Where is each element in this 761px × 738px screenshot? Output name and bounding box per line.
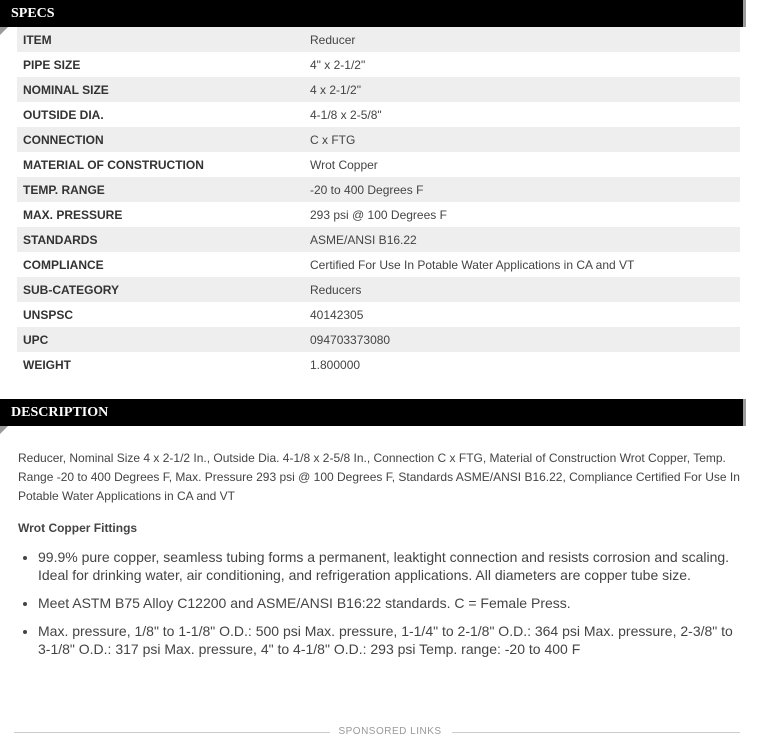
specs-section-header	[0, 0, 743, 27]
spec-value: 094703373080	[310, 327, 740, 352]
spec-value: 293 psi @ 100 Degrees F	[310, 207, 447, 222]
specs-table	[17, 27, 740, 377]
spec-label: UNSPSC	[23, 307, 74, 322]
spec-value: Certified For Use In Potable Water Applications in CA and VT	[310, 257, 635, 272]
spec-label: MAX. PRESSURE	[23, 207, 123, 222]
description-section-header	[0, 399, 743, 426]
spec-label: UPC	[17, 327, 310, 352]
spec-value: Wrot Copper	[310, 157, 378, 172]
spec-label: MATERIAL OF CONSTRUCTION	[23, 157, 204, 172]
spec-value: Reducer	[310, 27, 740, 52]
spec-value: C x FTG	[310, 127, 740, 152]
list-item: • 99.9% pure copper, seamless tubing forms a permanent, leaktight connection and resists corrosion and scaling. Ideal for drinking water, air conditioning, and refrigeration applications. All diameters are copper tube size.	[38, 548, 740, 584]
table-row	[17, 127, 740, 152]
specs-title: SPECS	[11, 6, 55, 21]
table-row	[17, 327, 740, 352]
spec-label: ITEM	[17, 27, 310, 52]
spec-value: -20 to 400 Degrees F	[310, 177, 740, 202]
spec-value: Reducers	[310, 277, 740, 302]
spec-label: COMPLIANCE	[23, 257, 104, 272]
feature-list	[18, 548, 740, 668]
table-row	[17, 102, 740, 127]
table-row	[17, 52, 740, 77]
spec-label: STANDARDS	[17, 227, 310, 252]
sponsored-label: SPONSORED LINKS	[338, 726, 442, 737]
table-row	[17, 27, 740, 52]
list-item: • Max. pressure, 1/8" to 1-1/8" O.D.: 500 psi Max. pressure, 1-1/4" to 2-1/8" O.D.: 364 psi Max. pressure, 2-3/8" to 3-1/8" O.D.: 317 psi Max. pressure, 4" to 4-1/8" O.D.: 293 psi Temp. range: -20 to 400 F	[38, 622, 740, 658]
table-row	[17, 302, 740, 327]
spec-value: 40142305	[310, 307, 364, 322]
spec-value: ASME/ANSI B16.22	[310, 227, 740, 252]
description-text: Reducer, Nominal Size 4 x 2-1/2 In., Outside Dia. 4-1/8 x 2-5/8 In., Connection C x FTG, Material of Construction Wrot Copper, Temp. Range -20 to 400 Degrees F, Max. Pressure 293 psi @ 100 Degrees F, Standards ASME/ANSI B16.22, Compliance Certified For Use In Potable Water Applications in CA and VT	[18, 451, 740, 503]
spec-value: 1.800000	[310, 357, 361, 372]
table-row	[17, 227, 740, 252]
table-row	[17, 202, 740, 227]
sponsored-links-divider	[14, 726, 740, 738]
spec-label: CONNECTION	[17, 127, 310, 152]
spec-label: SUB-CATEGORY	[17, 277, 310, 302]
spec-label: NOMINAL SIZE	[17, 77, 310, 102]
table-row	[17, 352, 740, 377]
table-row	[17, 77, 740, 102]
spec-label: TEMP. RANGE	[17, 177, 310, 202]
table-row	[17, 152, 740, 177]
fittings-subheading: Wrot Copper Fittings	[18, 521, 138, 535]
spec-label: OUTSIDE DIA.	[23, 107, 104, 122]
header-fold-decoration	[0, 426, 8, 434]
header-fold-decoration	[0, 27, 8, 35]
spec-label: PIPE SIZE	[23, 57, 81, 72]
spec-value: 4 x 2-1/2"	[310, 77, 740, 102]
table-row	[17, 177, 740, 202]
spec-value: 4-1/8 x 2-5/8"	[310, 107, 382, 122]
header-edge	[743, 0, 746, 27]
list-item: • Meet ASTM B75 Alloy C12200 and ASME/ANSI B16:22 standards. C = Female Press.	[38, 594, 740, 612]
header-edge	[743, 399, 746, 426]
spec-value: 4" x 2-1/2"	[310, 57, 366, 72]
spec-label: WEIGHT	[23, 357, 71, 372]
table-row	[17, 252, 740, 277]
table-row	[17, 277, 740, 302]
description-title: DESCRIPTION	[11, 405, 109, 420]
